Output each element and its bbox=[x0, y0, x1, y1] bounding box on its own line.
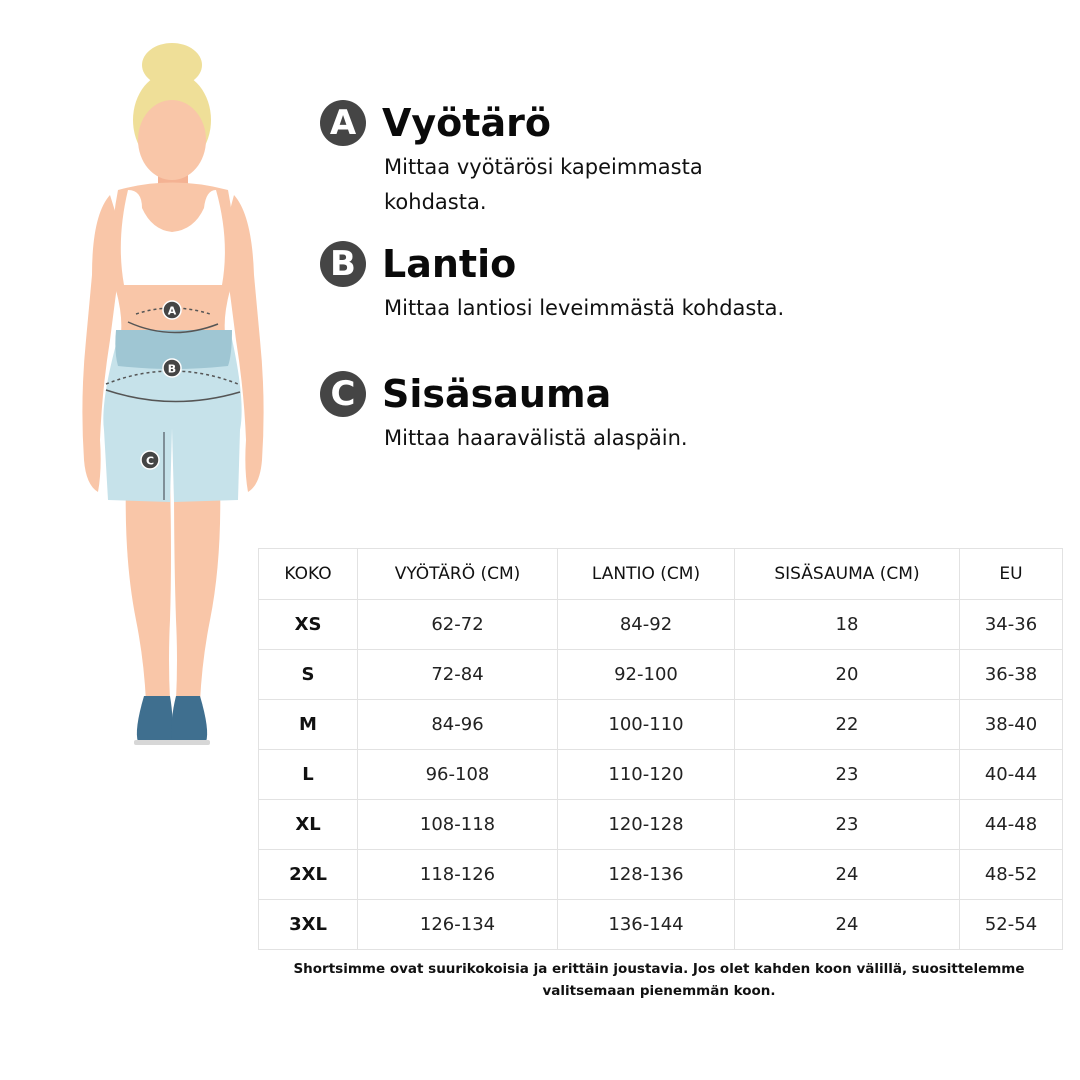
right-shoe bbox=[172, 696, 208, 742]
table-row bbox=[259, 600, 1063, 650]
letter-a-badge: A bbox=[320, 100, 366, 146]
shoe-sole bbox=[134, 740, 210, 745]
size-table bbox=[258, 548, 1063, 950]
guide-title-inseam: Sisäsauma bbox=[382, 372, 612, 416]
svg-text:A: A bbox=[167, 304, 177, 318]
marker-c bbox=[141, 451, 159, 469]
hip-cell: 128-136 bbox=[558, 850, 735, 900]
inseam-cell: 20 bbox=[735, 650, 960, 700]
waist-cell: 62-72 bbox=[358, 600, 558, 650]
eu-cell: 38-40 bbox=[960, 700, 1063, 750]
hip-cell: 100-110 bbox=[558, 700, 735, 750]
col-header-size: KOKO bbox=[259, 549, 358, 600]
eu-cell: 40-44 bbox=[960, 750, 1063, 800]
waist-cell: 72-84 bbox=[358, 650, 558, 700]
svg-text:B: B bbox=[167, 362, 177, 376]
guide-desc-inseam: Mittaa haaravälistä alaspäin. bbox=[384, 426, 688, 450]
size-cell: XL bbox=[259, 800, 358, 850]
waist-cell: 108-118 bbox=[358, 800, 558, 850]
inseam-cell: 18 bbox=[735, 600, 960, 650]
waist-cell: 118-126 bbox=[358, 850, 558, 900]
guide-title-waist: Vyötärö bbox=[382, 101, 551, 145]
size-cell: L bbox=[259, 750, 358, 800]
table-row bbox=[259, 900, 1063, 950]
eu-cell: 34-36 bbox=[960, 600, 1063, 650]
table-row bbox=[259, 800, 1063, 850]
size-cell: 2XL bbox=[259, 850, 358, 900]
guide-hip bbox=[320, 241, 840, 326]
hip-cell: 92-100 bbox=[558, 650, 735, 700]
waist-cell: 84-96 bbox=[358, 700, 558, 750]
inseam-cell: 24 bbox=[735, 850, 960, 900]
guide-title-hip: Lantio bbox=[382, 242, 517, 286]
letter-c-badge: C bbox=[320, 371, 366, 417]
eu-cell: 52-54 bbox=[960, 900, 1063, 950]
hip-cell: 136-144 bbox=[558, 900, 735, 950]
size-cell: XS bbox=[259, 600, 358, 650]
eu-cell: 48-52 bbox=[960, 850, 1063, 900]
guide-desc-waist: Mittaa vyötärösi kapeimmasta kohdasta. bbox=[384, 155, 703, 214]
waist-cell: 96-108 bbox=[358, 750, 558, 800]
face bbox=[138, 100, 206, 180]
table-header-row bbox=[259, 549, 1063, 600]
table-row bbox=[259, 650, 1063, 700]
hip-cell: 110-120 bbox=[558, 750, 735, 800]
marker-b bbox=[163, 359, 181, 377]
col-header-inseam: SISÄSAUMA (CM) bbox=[735, 549, 960, 600]
right-leg bbox=[174, 480, 220, 702]
size-cell: S bbox=[259, 650, 358, 700]
size-cell: 3XL bbox=[259, 900, 358, 950]
inseam-cell: 24 bbox=[735, 900, 960, 950]
guide-inseam bbox=[320, 371, 840, 456]
col-header-hip: LANTIO (CM) bbox=[558, 549, 735, 600]
inseam-cell: 22 bbox=[735, 700, 960, 750]
left-leg bbox=[126, 480, 171, 702]
inseam-cell: 23 bbox=[735, 750, 960, 800]
table-row bbox=[259, 850, 1063, 900]
body-figure-illustration bbox=[70, 40, 280, 760]
svg-text:C: C bbox=[145, 454, 155, 468]
eu-cell: 36-38 bbox=[960, 650, 1063, 700]
left-shoe bbox=[137, 696, 173, 742]
table-row bbox=[259, 700, 1063, 750]
sizing-footnote: Shortsimme ovat suurikokoisia ja erittäin joustavia. Jos olet kahden koon välillä, suosittelemme valitsemaan pienemmän koon. bbox=[293, 961, 1025, 999]
size-cell: M bbox=[259, 700, 358, 750]
letter-b-badge: B bbox=[320, 241, 366, 287]
col-header-waist: VYÖTÄRÖ (CM) bbox=[358, 549, 558, 600]
eu-cell: 44-48 bbox=[960, 800, 1063, 850]
hip-cell: 120-128 bbox=[558, 800, 735, 850]
waist-cell: 126-134 bbox=[358, 900, 558, 950]
inseam-cell: 23 bbox=[735, 800, 960, 850]
guide-desc-hip: Mittaa lantiosi leveimmästä kohdasta. bbox=[384, 296, 785, 320]
col-header-eu: EU bbox=[960, 549, 1063, 600]
hip-cell: 84-92 bbox=[558, 600, 735, 650]
guide-waist bbox=[320, 100, 840, 220]
marker-a bbox=[163, 301, 181, 319]
table-row bbox=[259, 750, 1063, 800]
